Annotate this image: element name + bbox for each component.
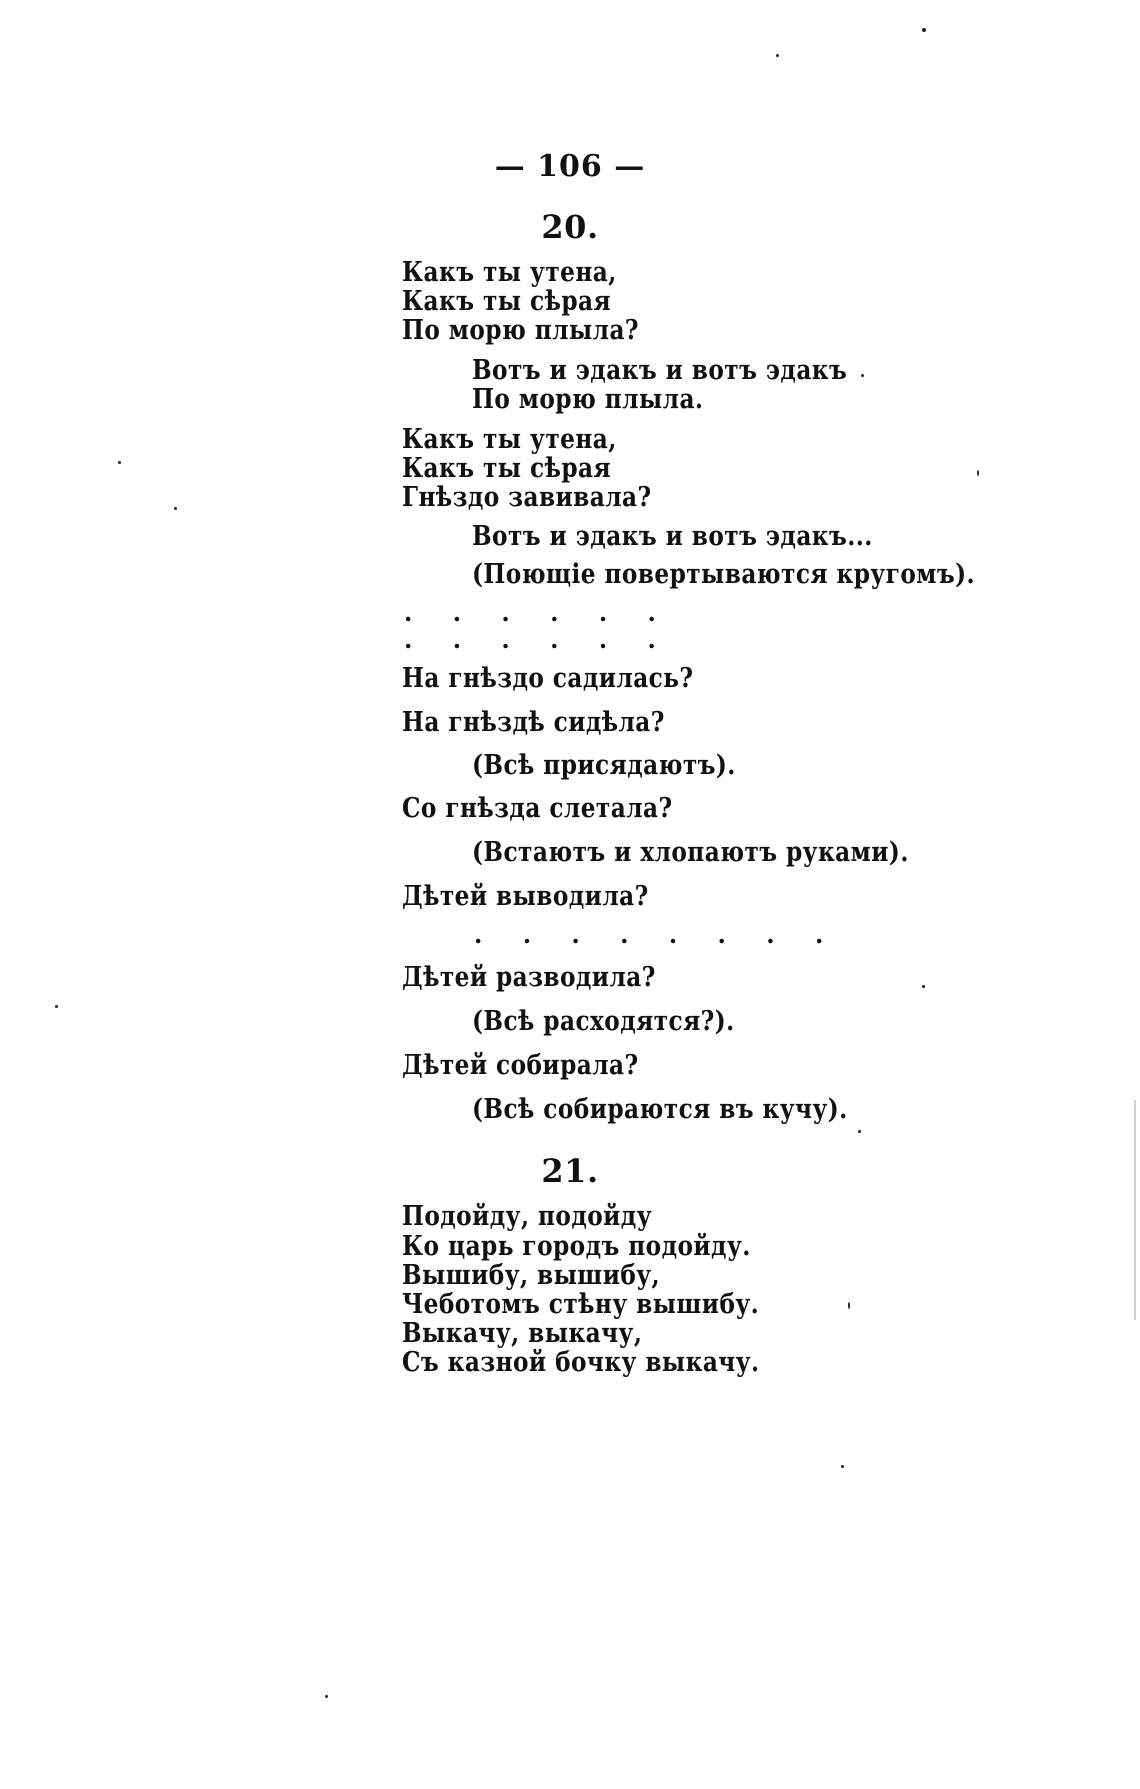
verse-line: Подойду, подойду [402,1201,653,1232]
verse-line: Дѣтей разводила? [402,962,656,993]
page-number: — 106 — [494,149,646,184]
verse-line: Со гнѣзда слетала? [402,793,673,824]
verse-line: Ко царь городъ подойду. [402,1231,751,1262]
ellipsis-row: . . . . . . . . [474,920,840,949]
stage-direction: (Всѣ собираются въ кучу). [472,1094,848,1125]
song-number-21: 21. [541,1152,599,1190]
refrain-line: Вотъ и эдакъ и вотъ эдакъ... [472,521,873,552]
scan-edge-line [1134,1100,1136,1320]
verse-line: Дѣтей выводила? [402,881,649,912]
stage-direction: (Встаютъ и хлопаютъ руками). [472,837,909,868]
stage-direction: (Всѣ присядаютъ). [472,750,736,781]
scan-speck [55,1005,58,1008]
scan-speck [858,1130,861,1133]
scan-speck [325,1695,328,1698]
verse-line: Вышибу, вышибу, [402,1260,661,1291]
scan-speck [174,507,177,510]
scan-speck [861,374,864,377]
verse-line: По морю плыла? [402,315,639,346]
verse-line: Какъ ты сѣрая [402,286,612,317]
verse-line: Съ казной бочку выкачу. [402,1347,760,1378]
scan-speck [118,461,121,464]
ellipsis-row: . . . . . . [404,625,672,654]
scan-speck [841,1465,844,1468]
scan-speck [922,28,926,32]
verse-line: Дѣтей собирала? [402,1050,639,1081]
verse-line: Какъ ты утена, [402,424,617,455]
verse-line: Гнѣздо завивала? [402,482,652,513]
verse-line: На гнѣздѣ сидѣла? [402,707,665,738]
ellipsis-row: . . . . . . [404,598,672,627]
stage-direction: (Всѣ расходятся?). [472,1006,735,1037]
verse-line: Выкачу, выкачу, [402,1318,643,1349]
song-number-20: 20. [541,208,599,246]
refrain-line: Вотъ и эдакъ и вотъ эдакъ [472,355,848,386]
scan-speck [922,985,925,988]
verse-line: Чеботомъ стѣну вышибу. [402,1289,760,1320]
scan-speck [848,1302,850,1309]
scan-speck [977,470,979,476]
verse-line: Какъ ты утена, [402,257,617,288]
verse-line: Какъ ты сѣрая [402,453,612,484]
scan-speck [776,54,779,57]
refrain-line: По морю плыла. [472,384,704,415]
verse-line: На гнѣздо садилась? [402,663,694,694]
stage-direction: (Поющіе повертываются кругомъ). [472,559,976,590]
